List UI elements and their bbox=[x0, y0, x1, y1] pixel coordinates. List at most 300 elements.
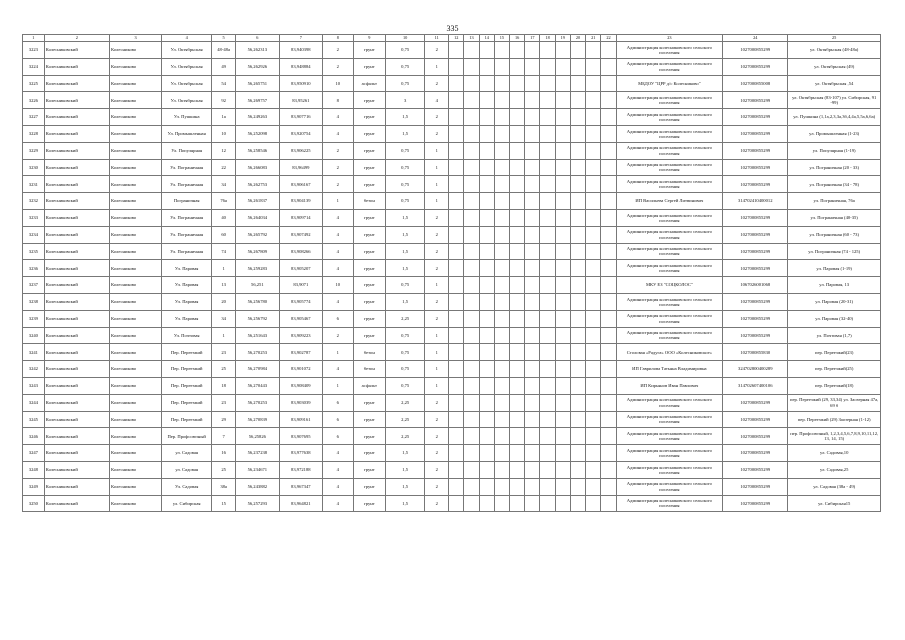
empty-cell bbox=[555, 142, 570, 159]
cell-house: 10 bbox=[212, 125, 236, 142]
empty-cell bbox=[555, 58, 570, 75]
cell-address: ул. Октябрьская ,54 bbox=[788, 75, 881, 92]
cell-lat: 56,265751 bbox=[236, 75, 279, 92]
cell-house: 34 bbox=[212, 310, 236, 327]
cell-settlement: Колесниково bbox=[109, 243, 161, 260]
cell-address: ул. Садовая,10 bbox=[788, 445, 881, 462]
cell-district: Колесниковский bbox=[44, 394, 109, 411]
cell-c11: 1,5 bbox=[386, 226, 425, 243]
cell-settlement: Колесниково bbox=[109, 109, 161, 126]
cell-address: пер. Переезжий(18) bbox=[788, 377, 881, 394]
cell-c12: 2 bbox=[425, 310, 449, 327]
empty-cell bbox=[464, 428, 479, 445]
cell-house: 54 bbox=[212, 75, 236, 92]
cell-c12: 2 bbox=[425, 243, 449, 260]
column-number-cell: 9 bbox=[353, 35, 386, 42]
empty-cell bbox=[510, 461, 525, 478]
cell-lon: 83,906225 bbox=[279, 142, 322, 159]
cell-settlement: Колесниково bbox=[109, 461, 161, 478]
empty-cell bbox=[601, 344, 616, 361]
table-row bbox=[23, 461, 881, 478]
empty-cell bbox=[555, 411, 570, 428]
empty-cell bbox=[540, 277, 555, 294]
table-row bbox=[23, 193, 881, 210]
cell-lon: 83,905467 bbox=[279, 310, 322, 327]
cell-operator: МКУ ЕЗ "СОЦКОЛОС" bbox=[616, 277, 723, 294]
cell-c11: 0,75 bbox=[386, 361, 425, 378]
cell-operator: Администрация колесниковского сельского поселения bbox=[616, 109, 723, 126]
table-body bbox=[23, 35, 881, 512]
column-number-row bbox=[23, 35, 881, 42]
empty-cell bbox=[570, 142, 585, 159]
cell-ogrn: 1067026001068 bbox=[723, 277, 788, 294]
empty-cell bbox=[601, 478, 616, 495]
cell-id: 3235 bbox=[23, 243, 45, 260]
empty-cell bbox=[464, 310, 479, 327]
column-number-cell: 17 bbox=[525, 35, 540, 42]
cell-c8: 2 bbox=[323, 176, 353, 193]
column-number-cell: 7 bbox=[279, 35, 322, 42]
empty-cell bbox=[601, 411, 616, 428]
empty-cell bbox=[586, 209, 601, 226]
table-row bbox=[23, 361, 881, 378]
empty-cell bbox=[510, 495, 525, 512]
cell-address: ул. Пушкина (1,1а,2,3,3а,3б,4,4а,5,5а,6,6а) bbox=[788, 109, 881, 126]
empty-cell bbox=[479, 193, 494, 210]
column-number-cell: 19 bbox=[555, 35, 570, 42]
cell-c11: 0,75 bbox=[386, 142, 425, 159]
empty-cell bbox=[540, 243, 555, 260]
empty-cell bbox=[570, 478, 585, 495]
empty-cell bbox=[449, 327, 464, 344]
empty-cell bbox=[540, 75, 555, 92]
empty-cell bbox=[555, 125, 570, 142]
empty-cell bbox=[555, 377, 570, 394]
empty-cell bbox=[540, 209, 555, 226]
cell-surface: грунт bbox=[353, 428, 386, 445]
cell-c8: 4 bbox=[323, 293, 353, 310]
empty-cell bbox=[449, 42, 464, 59]
column-number-cell: 15 bbox=[494, 35, 509, 42]
empty-cell bbox=[601, 361, 616, 378]
cell-c8: 10 bbox=[323, 75, 353, 92]
empty-cell bbox=[540, 361, 555, 378]
empty-cell bbox=[479, 293, 494, 310]
cell-ogrn: 1027000855299 bbox=[723, 159, 788, 176]
empty-cell bbox=[601, 75, 616, 92]
cell-c8: 10 bbox=[323, 277, 353, 294]
cell-district: Колесниковский bbox=[44, 58, 109, 75]
empty-cell bbox=[464, 461, 479, 478]
empty-cell bbox=[464, 226, 479, 243]
empty-cell bbox=[525, 293, 540, 310]
cell-surface: грунт bbox=[353, 109, 386, 126]
empty-cell bbox=[570, 428, 585, 445]
cell-district: Колесниковский bbox=[44, 277, 109, 294]
cell-operator: Администрация колесниковского сельского поселения bbox=[616, 176, 723, 193]
empty-cell bbox=[586, 260, 601, 277]
empty-cell bbox=[570, 461, 585, 478]
column-number-cell: 20 bbox=[570, 35, 585, 42]
cell-lat: 56,256792 bbox=[236, 310, 279, 327]
empty-cell bbox=[570, 361, 585, 378]
cell-c12: 1 bbox=[425, 176, 449, 193]
empty-cell bbox=[601, 310, 616, 327]
cell-operator: Администрация колесниковского сельского поселения bbox=[616, 209, 723, 226]
cell-c12: 1 bbox=[425, 58, 449, 75]
empty-cell bbox=[479, 159, 494, 176]
cell-district: Колесниковский bbox=[44, 445, 109, 462]
cell-operator: Администрация колесниковского сельского поселения bbox=[616, 495, 723, 512]
table-row bbox=[23, 428, 881, 445]
empty-cell bbox=[525, 243, 540, 260]
empty-cell bbox=[494, 394, 509, 411]
empty-cell bbox=[525, 75, 540, 92]
empty-cell bbox=[601, 109, 616, 126]
cell-c12: 1 bbox=[425, 142, 449, 159]
cell-lat: 56,261837 bbox=[236, 193, 279, 210]
cell-c8: 4 bbox=[323, 361, 353, 378]
empty-cell bbox=[449, 243, 464, 260]
cell-surface: грунт bbox=[353, 461, 386, 478]
empty-cell bbox=[601, 209, 616, 226]
cell-lon: 83,908409 bbox=[279, 377, 322, 394]
cell-surface: грунт bbox=[353, 394, 386, 411]
empty-cell bbox=[540, 193, 555, 210]
cell-c12: 4 bbox=[425, 92, 449, 109]
cell-operator: ИП Васильева Сергей Литвинович bbox=[616, 193, 723, 210]
empty-cell bbox=[479, 226, 494, 243]
cell-street: Ул. Промышленная bbox=[162, 125, 212, 142]
empty-cell bbox=[540, 125, 555, 142]
cell-street: Ул. Октябрьская bbox=[162, 58, 212, 75]
empty-cell bbox=[555, 260, 570, 277]
cell-operator: Администрация колесниковского сельского поселения bbox=[616, 125, 723, 142]
cell-lat: 56,270253 bbox=[236, 394, 279, 411]
cell-c11: 1,5 bbox=[386, 293, 425, 310]
empty-cell bbox=[570, 42, 585, 59]
cell-house: 74 bbox=[212, 243, 236, 260]
cell-c12: 2 bbox=[425, 478, 449, 495]
cell-settlement: Колесниково bbox=[109, 159, 161, 176]
cell-c12: 1 bbox=[425, 377, 449, 394]
cell-c12: 2 bbox=[425, 109, 449, 126]
cell-settlement: Колесниково bbox=[109, 142, 161, 159]
cell-district: Колесниковский bbox=[44, 176, 109, 193]
empty-cell bbox=[510, 293, 525, 310]
cell-lon: 83,96499 bbox=[279, 159, 322, 176]
empty-cell bbox=[601, 293, 616, 310]
column-number-cell: 12 bbox=[449, 35, 464, 42]
empty-cell bbox=[449, 293, 464, 310]
cell-street: Пер. Переезжий bbox=[162, 394, 212, 411]
cell-house: 13 bbox=[212, 277, 236, 294]
cell-street: Ул. Пограничная bbox=[162, 209, 212, 226]
empty-cell bbox=[510, 159, 525, 176]
cell-operator: Администрация колесниковского сельского поселения bbox=[616, 461, 723, 478]
cell-surface: грунт bbox=[353, 478, 386, 495]
cell-surface: грунт bbox=[353, 159, 386, 176]
cell-house: 12 bbox=[212, 142, 236, 159]
empty-cell bbox=[464, 243, 479, 260]
cell-c11: 2,25 bbox=[386, 411, 425, 428]
cell-street: Ул. Паровая bbox=[162, 310, 212, 327]
cell-address: ул. Садовая,25 bbox=[788, 461, 881, 478]
cell-house: 49 bbox=[212, 58, 236, 75]
empty-cell bbox=[601, 226, 616, 243]
empty-cell bbox=[449, 176, 464, 193]
empty-cell bbox=[449, 478, 464, 495]
cell-lat: 56,269757 bbox=[236, 92, 279, 109]
empty-cell bbox=[525, 361, 540, 378]
empty-cell bbox=[449, 377, 464, 394]
cell-operator: Администрация колесниковского сельского поселения bbox=[616, 159, 723, 176]
cell-district: Колесниковский bbox=[44, 428, 109, 445]
empty-cell bbox=[586, 411, 601, 428]
empty-cell bbox=[464, 495, 479, 512]
cell-c8: 2 bbox=[323, 327, 353, 344]
empty-cell bbox=[479, 411, 494, 428]
cell-district: Колесниковский bbox=[44, 243, 109, 260]
cell-surface: грунт bbox=[353, 42, 386, 59]
cell-street: Ул. Паровая bbox=[162, 277, 212, 294]
empty-cell bbox=[449, 226, 464, 243]
empty-cell bbox=[449, 445, 464, 462]
empty-cell bbox=[540, 377, 555, 394]
cell-c11: 2,25 bbox=[386, 428, 425, 445]
cell-c8: 6 bbox=[323, 428, 353, 445]
cell-street: Ул. Пограничная bbox=[162, 243, 212, 260]
table-row bbox=[23, 344, 881, 361]
cell-house: 23 bbox=[212, 344, 236, 361]
cell-c8: 4 bbox=[323, 445, 353, 462]
empty-cell bbox=[464, 293, 479, 310]
empty-cell bbox=[479, 394, 494, 411]
cell-lat: 56,25826 bbox=[236, 428, 279, 445]
table-row bbox=[23, 142, 881, 159]
empty-cell bbox=[510, 310, 525, 327]
table-row bbox=[23, 377, 881, 394]
empty-cell bbox=[601, 428, 616, 445]
cell-ogrn: 1027000855299 bbox=[723, 310, 788, 327]
cell-lat: 56,270984 bbox=[236, 361, 279, 378]
empty-cell bbox=[449, 344, 464, 361]
empty-cell bbox=[510, 193, 525, 210]
cell-operator: Администрация колесниковского сельского поселения bbox=[616, 445, 723, 462]
cell-c8: 4 bbox=[323, 209, 353, 226]
empty-cell bbox=[525, 394, 540, 411]
cell-street: ул. Садовая bbox=[162, 461, 212, 478]
cell-surface: грунт bbox=[353, 310, 386, 327]
cell-lon: 83,905207 bbox=[279, 260, 322, 277]
cell-c12: 2 bbox=[425, 209, 449, 226]
empty-cell bbox=[510, 394, 525, 411]
column-number-cell: 6 bbox=[236, 35, 279, 42]
empty-cell bbox=[494, 58, 509, 75]
empty-cell bbox=[494, 445, 509, 462]
cell-lat: 56,237238 bbox=[236, 445, 279, 462]
cell-c11: 0,75 bbox=[386, 344, 425, 361]
cell-surface: бетон bbox=[353, 193, 386, 210]
empty-cell bbox=[570, 193, 585, 210]
cell-house: 7 bbox=[212, 428, 236, 445]
cell-district: Колесниковский bbox=[44, 327, 109, 344]
cell-id: 3246 bbox=[23, 428, 45, 445]
cell-id: 3237 bbox=[23, 277, 45, 294]
cell-lon: 83,909223 bbox=[279, 327, 322, 344]
cell-c8: 4 bbox=[323, 243, 353, 260]
cell-address: ул. Паровая (32-40) bbox=[788, 310, 881, 327]
cell-lon: 83,903039 bbox=[279, 394, 322, 411]
empty-cell bbox=[586, 75, 601, 92]
cell-c8: 4 bbox=[323, 125, 353, 142]
cell-c11: 1,5 bbox=[386, 260, 425, 277]
empty-cell bbox=[555, 361, 570, 378]
cell-house: 60 bbox=[212, 226, 236, 243]
column-number-cell: 24 bbox=[723, 35, 788, 42]
empty-cell bbox=[586, 243, 601, 260]
cell-district: Колесниковский bbox=[44, 344, 109, 361]
cell-surface: грунт bbox=[353, 495, 386, 512]
cell-street: ул. Сибирская bbox=[162, 495, 212, 512]
empty-cell bbox=[555, 109, 570, 126]
cell-surface: грунт bbox=[353, 243, 386, 260]
empty-cell bbox=[449, 310, 464, 327]
cell-street: Ул. Пушкина bbox=[162, 109, 212, 126]
cell-ogrn: 1027000855299 bbox=[723, 461, 788, 478]
cell-id: 3223 bbox=[23, 42, 45, 59]
column-number-cell: 21 bbox=[586, 35, 601, 42]
empty-cell bbox=[494, 109, 509, 126]
cell-street: Ул. Пограничная bbox=[162, 176, 212, 193]
cell-street: Ул. Пограничная bbox=[162, 226, 212, 243]
cell-street: ул. Садовая bbox=[162, 445, 212, 462]
cell-operator: Администрация колесниковского сельского поселения bbox=[616, 310, 723, 327]
cell-house: 1а bbox=[212, 109, 236, 126]
empty-cell bbox=[449, 394, 464, 411]
cell-district: Колесниковский bbox=[44, 109, 109, 126]
empty-cell bbox=[540, 495, 555, 512]
cell-lon: 83,940398 bbox=[279, 42, 322, 59]
column-number-cell: 14 bbox=[479, 35, 494, 42]
cell-lon: 83,905774 bbox=[279, 293, 322, 310]
empty-cell bbox=[464, 361, 479, 378]
cell-surface: грунт bbox=[353, 176, 386, 193]
empty-cell bbox=[525, 193, 540, 210]
table-row bbox=[23, 125, 881, 142]
empty-cell bbox=[479, 176, 494, 193]
cell-ogrn: 1027000855299 bbox=[723, 411, 788, 428]
empty-cell bbox=[494, 344, 509, 361]
empty-cell bbox=[525, 42, 540, 59]
cell-id: 3231 bbox=[23, 176, 45, 193]
empty-cell bbox=[510, 445, 525, 462]
cell-address: пер. Профсоюзный, 1,2,3,4,5,6,7,8,9,10,11,12, 13, 14, 15) bbox=[788, 428, 881, 445]
column-number-cell: 23 bbox=[616, 35, 723, 42]
cell-id: 3228 bbox=[23, 125, 45, 142]
cell-id: 3230 bbox=[23, 159, 45, 176]
empty-cell bbox=[494, 226, 509, 243]
cell-c12: 2 bbox=[425, 125, 449, 142]
registry-table bbox=[22, 34, 881, 512]
cell-operator: Администрация колесниковского сельского поселения bbox=[616, 428, 723, 445]
cell-c11: 2,25 bbox=[386, 394, 425, 411]
cell-street: Ул. Популярная bbox=[162, 142, 212, 159]
cell-district: Колесниковский bbox=[44, 461, 109, 478]
cell-address: ул. Почтовая (1,7) bbox=[788, 327, 881, 344]
cell-address: ул. Пограничная (34 - 78) bbox=[788, 176, 881, 193]
empty-cell bbox=[494, 243, 509, 260]
cell-id: 3240 bbox=[23, 327, 45, 344]
cell-ogrn: 1027000855299 bbox=[723, 209, 788, 226]
cell-lon: 83,977638 bbox=[279, 445, 322, 462]
column-number-cell: 8 bbox=[323, 35, 353, 42]
cell-settlement: Колесниково bbox=[109, 92, 161, 109]
empty-cell bbox=[479, 142, 494, 159]
cell-surface: асфальт bbox=[353, 377, 386, 394]
cell-lon: 83,950910 bbox=[279, 75, 322, 92]
cell-lon: 83,907492 bbox=[279, 226, 322, 243]
empty-cell bbox=[479, 260, 494, 277]
cell-address: ул. Пограничная (20 - 33) bbox=[788, 159, 881, 176]
empty-cell bbox=[525, 428, 540, 445]
cell-c12: 1 bbox=[425, 361, 449, 378]
empty-cell bbox=[525, 176, 540, 193]
cell-district: Колесниковский bbox=[44, 125, 109, 142]
cell-id: 3242 bbox=[23, 361, 45, 378]
empty-cell bbox=[601, 125, 616, 142]
empty-cell bbox=[570, 260, 585, 277]
cell-operator: Администрация колесниковского сельского поселения bbox=[616, 327, 723, 344]
empty-cell bbox=[510, 109, 525, 126]
cell-street: Ул. Садовая bbox=[162, 478, 212, 495]
cell-lon: 83,906167 bbox=[279, 176, 322, 193]
cell-street: Пер. Переезжий bbox=[162, 344, 212, 361]
empty-cell bbox=[570, 495, 585, 512]
cell-settlement: Колесниково bbox=[109, 428, 161, 445]
empty-cell bbox=[540, 327, 555, 344]
table-row bbox=[23, 75, 881, 92]
empty-cell bbox=[555, 445, 570, 462]
empty-cell bbox=[464, 478, 479, 495]
cell-c12: 2 bbox=[425, 428, 449, 445]
empty-cell bbox=[449, 58, 464, 75]
empty-cell bbox=[510, 277, 525, 294]
empty-cell bbox=[510, 260, 525, 277]
cell-address: пер. Переезжий(25) bbox=[788, 361, 881, 378]
empty-cell bbox=[570, 92, 585, 109]
empty-cell bbox=[479, 344, 494, 361]
empty-cell bbox=[479, 478, 494, 495]
cell-district: Колесниковский bbox=[44, 361, 109, 378]
cell-c11: 1,5 bbox=[386, 125, 425, 142]
cell-surface: грунт bbox=[353, 226, 386, 243]
cell-lon: 83,967347 bbox=[279, 478, 322, 495]
empty-cell bbox=[494, 277, 509, 294]
empty-cell bbox=[479, 461, 494, 478]
cell-address: ул. Октябрьская (48-48а) bbox=[788, 42, 881, 59]
cell-district: Колесниковский bbox=[44, 159, 109, 176]
cell-lat: 56,249263 bbox=[236, 109, 279, 126]
cell-ogrn: 1027000855299 bbox=[723, 445, 788, 462]
cell-c12: 2 bbox=[425, 293, 449, 310]
empty-cell bbox=[449, 361, 464, 378]
cell-surface: грунт bbox=[353, 92, 386, 109]
empty-cell bbox=[464, 411, 479, 428]
cell-district: Колесниковский bbox=[44, 293, 109, 310]
cell-c11: 0,75 bbox=[386, 58, 425, 75]
cell-c11: 0,75 bbox=[386, 42, 425, 59]
